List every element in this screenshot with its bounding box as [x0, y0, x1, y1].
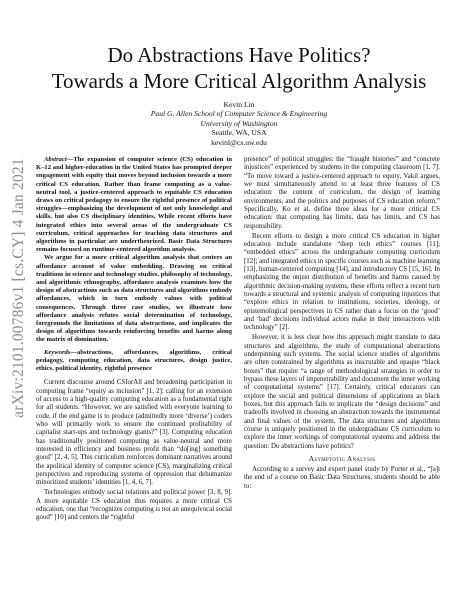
arxiv-identifier: arXiv:2101.00786v1 [cs.CY] 4 Jan 2021 — [10, 158, 27, 418]
abstract-paragraph-1 — [36, 156, 232, 254]
section-heading: Asymptotic Analysis — [308, 455, 376, 464]
paper-title — [40, 42, 438, 94]
abstract-paragraph-2: We argue for a more critical algorithm analysis that centers an affordance account of value embedding. Drawing on critical traditions in science and technology studies, philosophy of technology, and algorithmic ethnography, affordance analysis examines how the design of abstractions such as data structures and algorithms embody affordances, which in turn embody values with political consequences. Through three case studies, we illustrate how affordance analysis refutes social determination of technology, foregrounds the limitations of data abstractions, and implicates the design of algorithms towards reinforcing benefits and harms along the matrix of domination. — [36, 254, 233, 344]
left-body — [36, 379, 232, 522]
author-university: University of Washington — [200, 118, 278, 128]
left-column — [36, 156, 232, 523]
body-paragraph: Recent efforts to design a more critical CS education in higher education include standalone “deep tech ethics” courses [11]; “embedded ethics” across the undergraduate computing curriculum [12]; and integrated ethics in specific courses such as machine learning [13], human-centered computing [14], and introductory CS [15, 16]. In emphasizing the unjust distribution of benefits and harms caused by algorithmic decision-making systems, these efforts reflect a recent turn towards a structural and systemic analysis of computing injustices that “explore ethics in relation to institutions, societies, ideology, or epistemological perspectives in CS rather than a focus on the ‘good’ and ‘bad’ decisions individual actors make in their interactions with technology” [2]. — [244, 232, 440, 332]
abstract-label: Abstract — [44, 156, 67, 163]
author-email: kevinl@cs.uw.edu — [211, 137, 267, 147]
title-line-1: Do Abstractions Have Politics? — [107, 43, 371, 67]
body-paragraph: According to a survey and expert panel study by Porter et al., “[a]t the end of a course on Basic Data Structures, students should be able to: — [244, 466, 440, 490]
keywords-text: —abstractions, affordances, algorithms, critical pedagogy, computing education, data structures, design justice, ethics, political identity, rightful presence — [36, 348, 232, 373]
body-paragraph: Technologies embody social relations and political power [3, 8, 9]. A more equitable CS education thus requires a more critical CS education, one that “recognizes computing is not an unequivocal social good” [10] and centers the “rightful — [36, 489, 232, 522]
body-paragraph: Current discourse around CSforAll and broadening participation in computing frame “equity as inclusion” [1, 2]: calling for an extension of access to a high-quality computing education as a fundamental right for all students. “However, we are satisfied with everyone learning to code, if the end game is to produce (admittedly more ‘diverse’) coders who will primarily work to ensure the continued profitability of capitalist start-ups and technology giants?” [3]. Computing education has traditionally positioned computing as value-neutral and more interested in efficiency and business profit than “do[ing] something good” [2, 4, 5]. This curriculum reinforces dominant narratives around the apolitical identity of computer science (CS), marginalizing critical perspectives and reproducing systems of oppression that dehumanize minoritized students’ identities [1, 4, 6, 7]. — [36, 379, 232, 487]
abstract-text: —The expansion of computer science (CS) education in K–12 and higher-education in the United States has prompted deeper engagement with equity that moves beyond inclusion towards a more critical CS education. Rather than frame computing as a value-neutral tool, a justice-centered approach to equitable CS education draws on critical pedagogy to ensure the rightful presence of political struggles—emphasizing the development of not only knowledge and skills, but also CS disciplinary identities. While recent efforts have integrated ethics into several areas of the undergraduate CS curriculum, critical approaches for teaching data structures and algorithms in particular are undertheorized. Basic Data Structures remains focused on runtime-centered algorithm analysis. — [36, 156, 232, 254]
abstract — [36, 156, 232, 345]
author-affiliation: Paul G. Allen School of Computer Science & Engineering — [150, 109, 328, 119]
arxiv-stamp — [6, 138, 32, 438]
keywords-label: Keywords — [44, 348, 71, 356]
keywords — [36, 349, 232, 374]
right-column — [244, 156, 440, 491]
author-name: Kevin Lin — [223, 100, 255, 109]
body-paragraph: presence” of political struggles: the “fraught histories” and “concrete injustices” experienced by students in the computing classroom [1, 7]. “To move toward a justice-centered approach to equity, Vakil argues, we must simultaneously attend to at least three features of CS education: the content of curriculum, the design of learning environments, and the politics and purposes of CS education reform.” Specifically, Ko et al. define three ideas for a more critical CS education: that computing has limits, data has limits, and CS has responsibility. — [244, 156, 440, 230]
author-block — [40, 100, 438, 147]
author-location: Seattle, WA, USA — [211, 128, 267, 138]
title-line-2: Towards a More Critical Algorithm Analysis — [51, 69, 427, 93]
keywords-paragraph — [36, 349, 232, 374]
body-paragraph: However, it is less clear how this approach might translate to data structures and algorithms, the study of computational abstractions underpinning such systems. The social science studies of algorithms are often constrained by algorithms as inscrutable and opaque “black boxes” that require “a range of methodological strategies in order to bypass these layers of impenetrability and document the inner working of computational systems” [17]. Certainly, critical educators can explore the social and political dimensions of applications as black boxes, but this approach fails to implicate the “design decisions” and tradeoffs involved in choosing an abstraction towards the instrumental and final values of the system. The data structures and algorithms course is uniquely positioned in the undergraduate CS curriculum to explore the inner workings of computational systems and address the question: Do abstractions have politics? — [244, 334, 440, 450]
